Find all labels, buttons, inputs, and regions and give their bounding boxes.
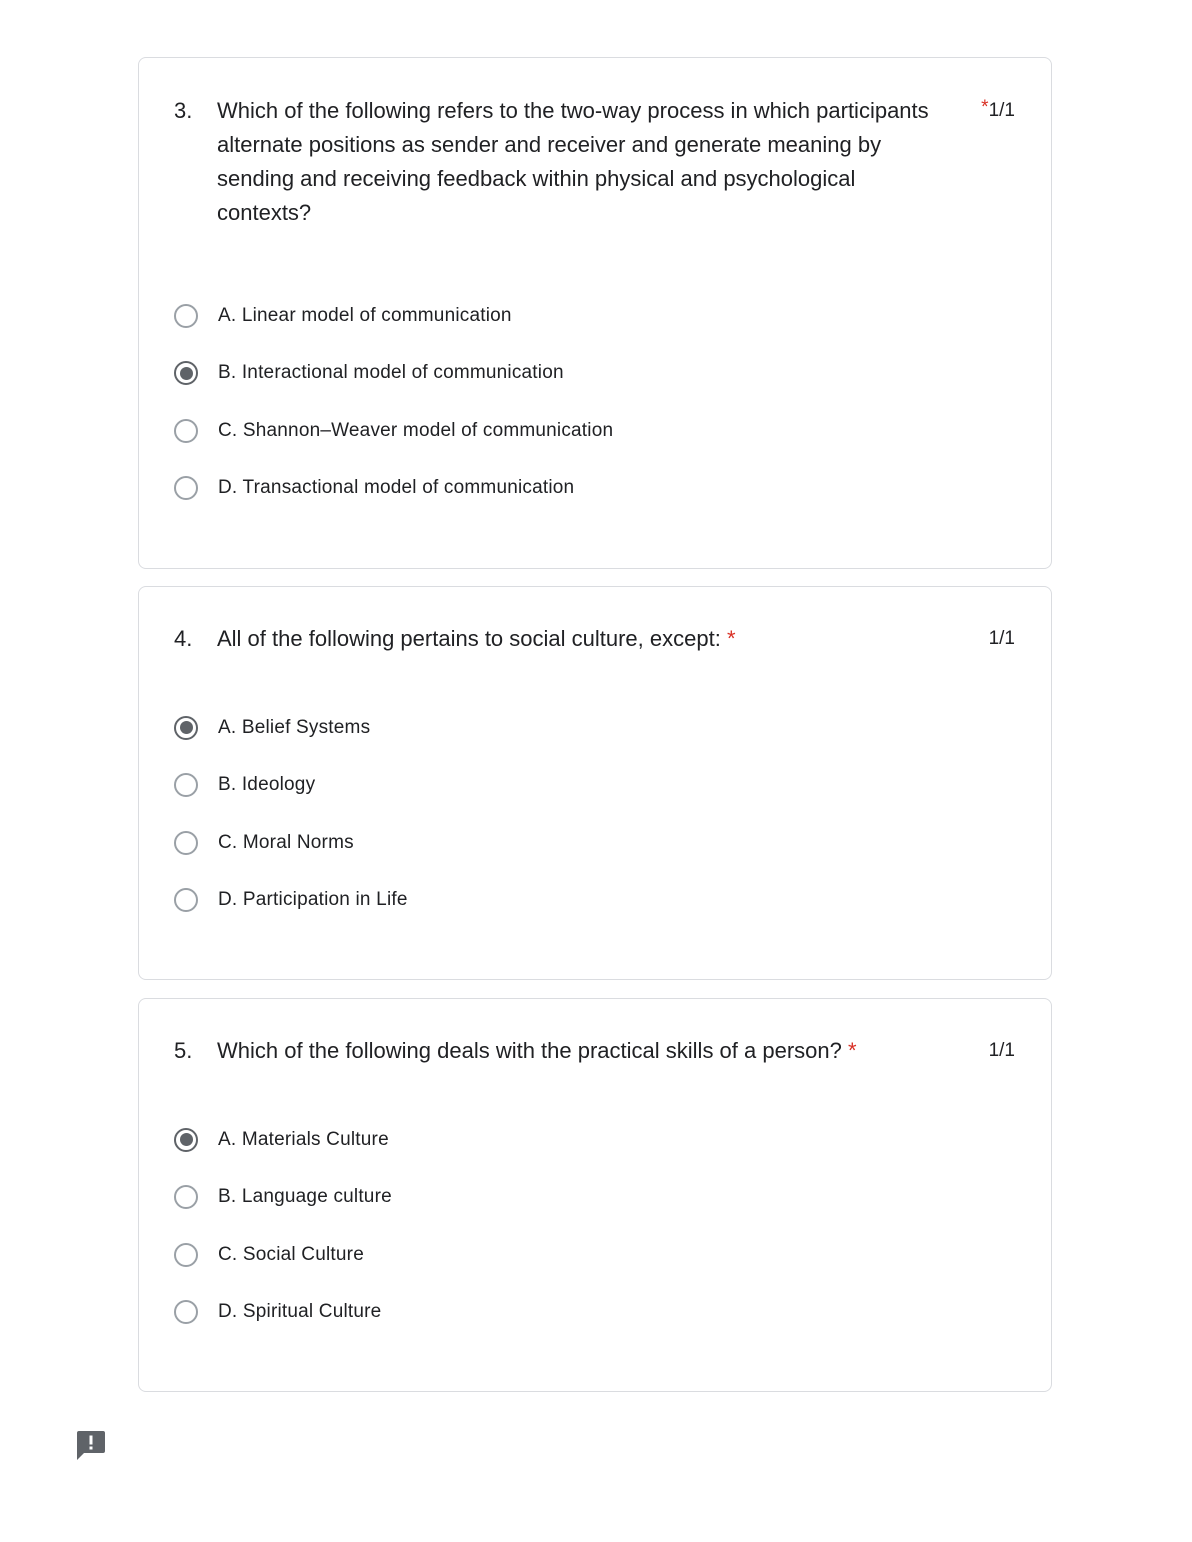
question-card-5: [138, 998, 1052, 1392]
question-card-4: [138, 586, 1052, 980]
option-label: A. Linear model of communication: [218, 304, 512, 326]
radio-button[interactable]: [174, 1185, 198, 1209]
points-value: 1/1: [988, 1040, 1015, 1061]
option-a[interactable]: [174, 699, 408, 757]
required-asterisk: *: [848, 1038, 857, 1063]
option-d[interactable]: [174, 460, 613, 518]
radio-button[interactable]: [174, 888, 198, 912]
options-list: [174, 699, 408, 929]
option-c[interactable]: [174, 1226, 392, 1284]
option-label: D. Spiritual Culture: [218, 1301, 382, 1323]
question-number: 5.: [174, 1038, 193, 1063]
option-label: B. Interactional model of communication: [218, 362, 564, 384]
points-badge: [989, 1034, 1015, 1068]
question-text: Which of the following deals with the practical skills of a person? *: [217, 1038, 857, 1063]
radio-button[interactable]: [174, 1300, 198, 1324]
option-label: B. Ideology: [218, 774, 316, 796]
question-card-3: [138, 57, 1052, 569]
radio-button[interactable]: [174, 1243, 198, 1267]
option-a[interactable]: [174, 1111, 392, 1169]
points-value: 1/1: [988, 100, 1015, 121]
question-text: All of the following pertains to social culture, except: *: [217, 626, 736, 651]
option-label: D. Participation in Life: [218, 889, 408, 911]
option-b[interactable]: [174, 1169, 392, 1227]
radio-button-selected[interactable]: [174, 716, 198, 740]
question-number: 3.: [174, 98, 193, 123]
option-b[interactable]: [174, 345, 613, 403]
radio-button[interactable]: [174, 304, 198, 328]
option-a[interactable]: [174, 287, 613, 345]
option-label: B. Language culture: [218, 1186, 392, 1208]
radio-button[interactable]: [174, 476, 198, 500]
options-list: [174, 1111, 392, 1341]
radio-button[interactable]: [174, 419, 198, 443]
question-number: 4.: [174, 626, 193, 651]
question-text: Which of the following refers to the two-way process in which participants alternate positions as sender and receiver and generate meaning by sending and receiving feedback within physical and psychological contexts?: [217, 98, 929, 225]
option-label: D. Transactional model of communication: [218, 477, 575, 499]
question-header: [174, 622, 1015, 656]
option-label: C. Social Culture: [218, 1243, 364, 1265]
radio-button-selected[interactable]: [174, 1128, 198, 1152]
option-c[interactable]: [174, 402, 613, 460]
radio-button[interactable]: [174, 831, 198, 855]
radio-button[interactable]: [174, 773, 198, 797]
radio-button-selected[interactable]: [174, 361, 198, 385]
points-badge: [981, 94, 1015, 128]
option-label: C. Shannon–Weaver model of communication: [218, 419, 614, 441]
report-problem-icon[interactable]: [76, 1430, 106, 1462]
option-label: A. Belief Systems: [218, 716, 371, 738]
question-header: [174, 94, 1015, 230]
option-d[interactable]: [174, 872, 408, 930]
question-header: [174, 1034, 1015, 1068]
points-value: 1/1: [988, 628, 1015, 649]
option-b[interactable]: [174, 757, 408, 815]
option-label: C. Moral Norms: [218, 831, 354, 853]
option-c[interactable]: [174, 814, 408, 872]
points-badge: [989, 622, 1015, 656]
options-list: [174, 287, 613, 517]
required-asterisk: *: [981, 97, 989, 118]
required-asterisk: *: [726, 626, 736, 651]
option-d[interactable]: [174, 1284, 392, 1342]
option-label: A. Materials Culture: [218, 1128, 389, 1150]
